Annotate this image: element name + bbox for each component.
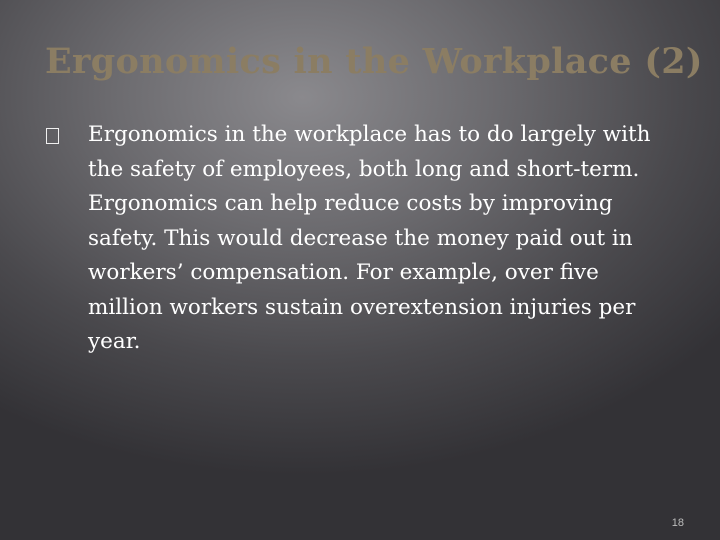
page-number: 18 <box>671 517 684 529</box>
slide-title: Ergonomics in the Workplace (2) <box>45 41 703 82</box>
bullet-text: Ergonomics in the workplace has to do largely with the safety of employees, both long and short-term. Ergonomics can help reduce costs by improving safety. This would decrease the money paid out in workers’ compensation. For example, over five million workers sustain overextension injuries per year. <box>88 122 651 354</box>
hollow-square-bullet-icon <box>46 128 59 144</box>
bullet-item <box>46 118 656 360</box>
bullet-list <box>46 118 656 360</box>
